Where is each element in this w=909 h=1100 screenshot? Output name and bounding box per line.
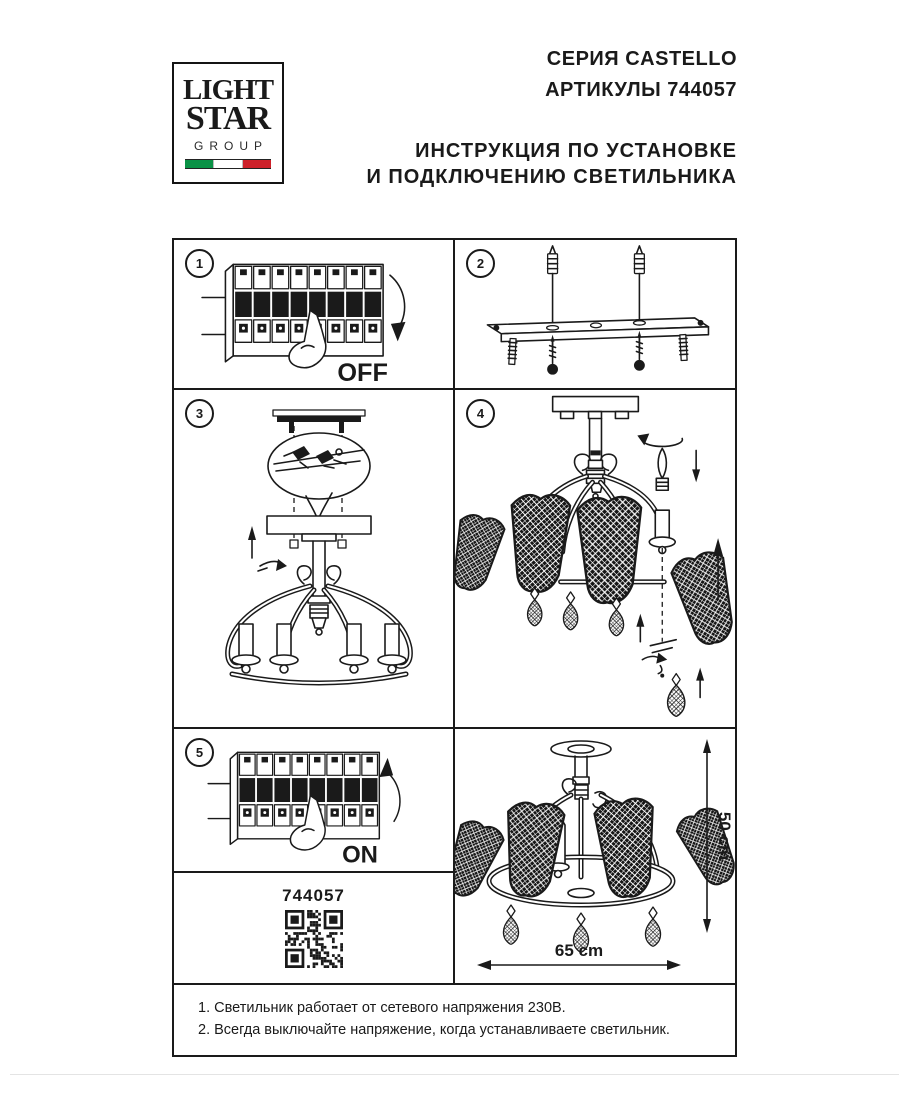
step-4-badge: 4 <box>466 399 495 428</box>
step-5-badge: 5 <box>185 738 214 767</box>
dimensions-cell <box>455 729 735 985</box>
rotate-arrow-icon <box>258 559 287 571</box>
width-label: 65 cm <box>554 941 604 960</box>
step-2-badge: 2 <box>466 249 495 278</box>
step-5-breaker-on-illustration <box>189 733 439 871</box>
anchor-icon <box>548 246 558 274</box>
up-arrow-icon <box>248 526 256 558</box>
lamp-socket-icon <box>587 460 605 498</box>
step-1-breaker-off-illustration <box>189 244 439 390</box>
ceiling-plate-icon <box>553 397 639 419</box>
crystal-drop-icon <box>503 905 518 944</box>
curved-arrow-down-icon <box>389 275 405 341</box>
step-1-cell <box>174 240 455 390</box>
page-edge-shadow <box>10 1074 899 1075</box>
logo-word-group: GROUP <box>193 139 268 153</box>
mesh-shade <box>507 493 570 593</box>
candle-bulb-icon <box>637 433 700 490</box>
rotate-arrow-icon <box>642 438 682 446</box>
on-label: ON <box>341 841 378 869</box>
instruction-title-line2: И ПОДКЛЮЧЕНИЮ СВЕТИЛЬНИКА <box>366 166 737 188</box>
article-title: АРТИКУЛЫ 744057 <box>545 79 737 101</box>
lamp-socket-icon <box>308 596 330 635</box>
ceiling-bracket-icon <box>273 410 365 433</box>
qr-cell <box>174 873 455 985</box>
step-3-cell <box>174 390 455 729</box>
step-3-hanging-frame-illustration <box>174 390 455 727</box>
step-3-badge: 3 <box>185 399 214 428</box>
mesh-shade <box>577 497 641 603</box>
shade-clip-detail <box>636 614 676 678</box>
crystal-drop-icon <box>563 592 577 630</box>
wire-terminal <box>338 540 346 548</box>
curved-arrow-up-icon <box>379 758 400 821</box>
crystal-drop-icon <box>528 588 542 626</box>
notes-cell <box>174 985 735 1055</box>
step-4-cell <box>455 390 735 729</box>
wiring-detail-balloon <box>268 433 370 518</box>
crystal-pendant-icon <box>668 668 704 717</box>
logo-word-star: STAR <box>185 100 271 137</box>
threaded-stud-icon <box>508 338 517 364</box>
mesh-shade <box>594 797 659 898</box>
step-2-cell <box>455 240 735 390</box>
mesh-shade-detached <box>669 549 735 649</box>
candle-holder <box>270 624 298 673</box>
step-5-cell <box>174 729 455 873</box>
mounting-bar-icon <box>487 318 708 342</box>
italian-flag-icon <box>185 159 271 169</box>
candle-holder <box>340 624 368 673</box>
mesh-shade <box>500 800 566 899</box>
step-2-mounting-bar-illustration <box>460 240 730 388</box>
anchor-icon <box>634 246 644 274</box>
off-label: OFF <box>336 359 388 388</box>
instruction-title-line1: ИНСТРУКЦИЯ ПО УСТАНОВКЕ <box>415 140 737 162</box>
canopy-disc-icon <box>551 741 611 784</box>
article-number: 744057 <box>282 886 345 905</box>
threaded-stud-icon <box>679 335 688 361</box>
height-dimension <box>703 739 734 933</box>
height-label: 50 cm <box>715 811 734 861</box>
candle-holder <box>649 510 675 553</box>
note-line-1: 1. Светильник работает от сетевого напряжения 230В. <box>198 1000 566 1016</box>
qr-code <box>285 910 343 968</box>
wire-terminal <box>290 540 298 548</box>
crystal-drop-icon <box>645 907 660 946</box>
logo-word-light: LIGHT <box>182 74 274 106</box>
series-title: СЕРИЯ CASTELLO <box>546 48 737 70</box>
ring-hub <box>568 889 594 898</box>
assembled-chandelier-dimensions-illustration <box>455 729 735 981</box>
instruction-table <box>172 238 737 1057</box>
mesh-shade <box>455 511 506 594</box>
canopy-icon <box>267 516 371 541</box>
instruction-title <box>366 138 737 190</box>
note-line-2: 2. Всегда выключайте напряжение, когда устанавливаете светильник. <box>198 1021 670 1038</box>
header-text <box>366 48 737 190</box>
step-1-badge: 1 <box>185 249 214 278</box>
step-4-shade-install-illustration <box>455 390 735 727</box>
lightstar-logo <box>172 62 284 184</box>
